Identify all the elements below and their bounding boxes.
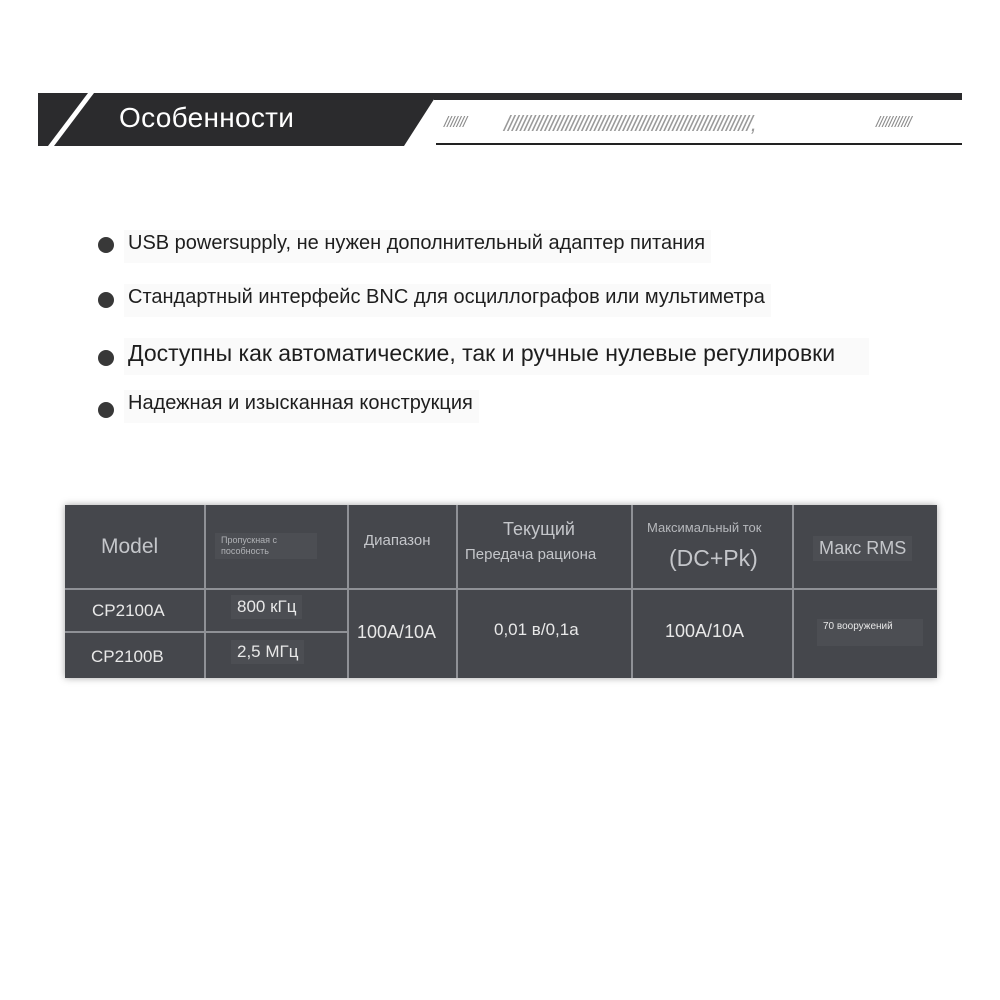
header-model: Model (101, 535, 159, 558)
table-divider (65, 631, 349, 633)
table-divider (631, 505, 633, 678)
section-title: Особенности (119, 102, 295, 133)
banner-top-stripe (434, 93, 962, 100)
feature-text: Надежная и изысканная конструкция (124, 390, 479, 423)
header-max-rms: Макс RMS (813, 536, 912, 561)
header-bandwidth (215, 533, 317, 559)
header-current: Текущий (503, 519, 575, 539)
banner-hatch-short: /////// (444, 114, 467, 131)
cell-max-rms: 70 вооружений (817, 619, 923, 646)
section-banner (38, 93, 962, 147)
table-divider (204, 505, 206, 678)
feature-item (96, 226, 916, 280)
table-divider (792, 505, 794, 678)
bullet-icon (98, 402, 114, 418)
feature-item (96, 336, 916, 388)
spec-table (65, 505, 937, 678)
table-divider (456, 505, 458, 678)
table-divider (347, 505, 349, 678)
cell-ratio: 0,01 в/0,1а (494, 620, 579, 639)
header-max-current: Максимальный ток (647, 520, 762, 535)
feature-text: Стандартный интерфейс BNC для осциллографов или мультиметра (124, 284, 771, 317)
header-max-current-type: (DC+Pk) (669, 545, 758, 571)
cell-max-current: 100A/10A (665, 621, 745, 641)
row-bandwidth: 800 кГц (231, 595, 302, 619)
header-bandwidth-line1: Пропускная с (221, 535, 278, 545)
features-list (96, 226, 916, 442)
header-bandwidth-line2: пособность (221, 546, 269, 556)
row-model: CP2100B (91, 647, 164, 666)
cell-range: 100A/10A (357, 622, 437, 642)
row-bandwidth: 2,5 МГц (231, 640, 304, 664)
feature-item (96, 388, 916, 442)
feature-text: Доступны как автоматические, так и ручные нулевые регулировки (124, 338, 869, 375)
banner-underline (436, 143, 962, 145)
banner-hatch-end: /////////// (876, 114, 911, 131)
bullet-icon (98, 350, 114, 366)
row-model: CP2100A (92, 601, 165, 620)
feature-text: USB powersupply, не нужен дополнительный адаптер питания (124, 230, 711, 263)
banner-hatch-long: ////////////////////////////////////////////////////////////, (504, 111, 755, 136)
bullet-icon (98, 237, 114, 253)
header-ratio: Передача рациона (465, 546, 597, 563)
table-divider (65, 588, 937, 590)
feature-item (96, 280, 916, 336)
bullet-icon (98, 292, 114, 308)
header-range: Диапазон (364, 532, 431, 549)
